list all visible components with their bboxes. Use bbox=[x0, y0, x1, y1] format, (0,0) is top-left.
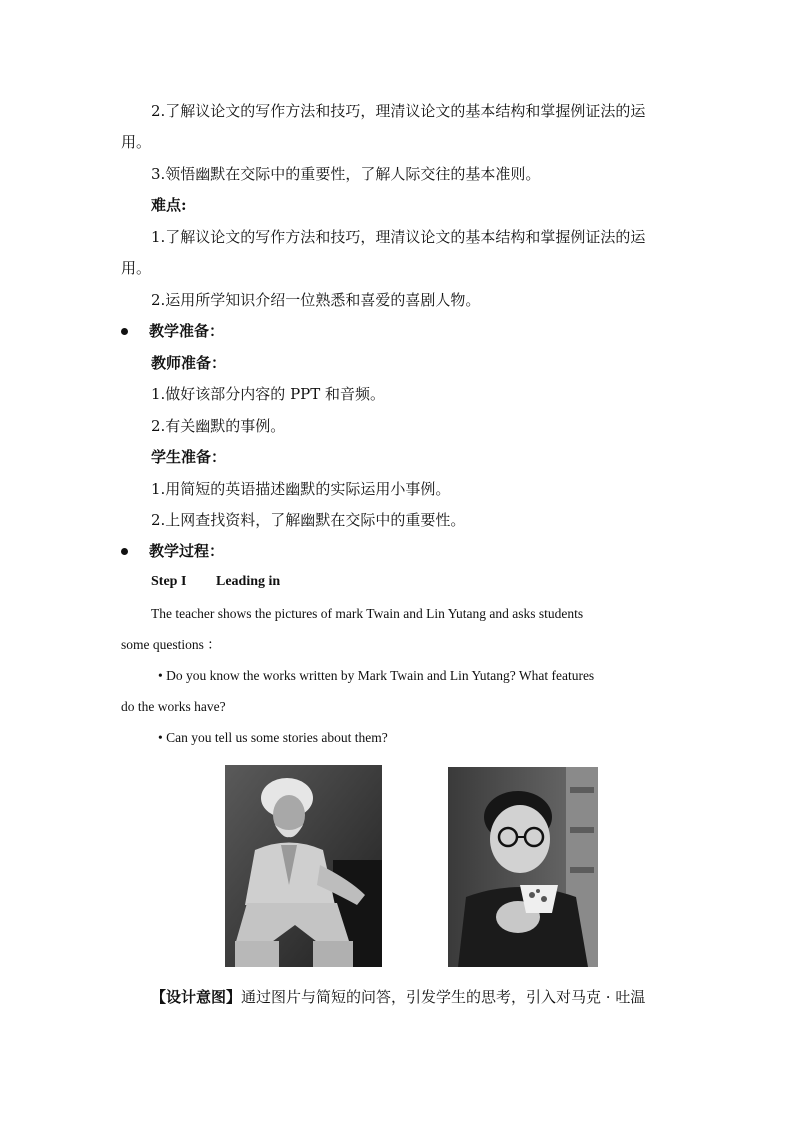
question-2: • Can you tell us some stories about them? bbox=[158, 730, 388, 745]
question-1-line2: do the works have? bbox=[121, 699, 226, 714]
bullet-icon bbox=[121, 328, 128, 335]
intro-line2: some questions ： bbox=[121, 637, 221, 652]
teacher-prep-heading: 教师准备： bbox=[151, 354, 227, 372]
question-1-line1: • Do you know the works written by Mark Twain and Lin Yutang? What features bbox=[158, 668, 595, 683]
step-title: Leading in bbox=[216, 574, 281, 589]
difficulty-item-1-line1: 1.了解议论文的写作方法和技巧，理清议论文的基本结构和掌握例证法的运 bbox=[151, 228, 646, 246]
objective-item-3: 3.领悟幽默在交际中的重要性，了解人际交往的基本准则。 bbox=[151, 165, 541, 183]
lin-yutang-photo-graphic bbox=[448, 767, 598, 967]
step-label: Step I bbox=[151, 574, 187, 589]
teacher-prep-item-1: 1.做好该部分内容的 PPT 和音频。 bbox=[151, 385, 386, 403]
design-intent-text: 通过图片与简短的问答，引发学生的思考，引入对马克 · 吐温 bbox=[241, 988, 646, 1006]
preparation-heading: 教学准备： bbox=[149, 322, 225, 340]
objective-item-2-line1: 2.了解议论文的写作方法和技巧，理清议论文的基本结构和掌握例证法的运 bbox=[151, 102, 646, 120]
student-prep-item-1: 1.用简短的英语描述幽默的实际运用小事例。 bbox=[151, 480, 451, 498]
student-prep-item-2: 2.上网查找资料，了解幽默在交际中的重要性。 bbox=[151, 511, 466, 529]
difficulties-heading: 难点: bbox=[151, 196, 187, 214]
difficulty-item-2: 2.运用所学知识介绍一位熟悉和喜爱的喜剧人物。 bbox=[151, 291, 481, 309]
student-prep-heading: 学生准备： bbox=[151, 448, 227, 466]
bullet-icon bbox=[121, 548, 128, 555]
mark-twain-photo-graphic bbox=[225, 765, 382, 967]
mark-twain-photo bbox=[225, 765, 382, 967]
design-intent-line bbox=[151, 987, 645, 1007]
teacher-prep-item-2: 2.有关幽默的事例。 bbox=[151, 417, 286, 435]
process-heading: 教学过程： bbox=[149, 542, 225, 560]
objective-item-2-line2: 用。 bbox=[121, 133, 152, 151]
difficulty-item-1-line2: 用。 bbox=[121, 259, 152, 277]
intro-line1: The teacher shows the pictures of mark Twain and Lin Yutang and asks students bbox=[151, 606, 584, 621]
lin-yutang-photo bbox=[448, 767, 598, 967]
design-intent-label: 【设计意图】 bbox=[151, 988, 242, 1006]
